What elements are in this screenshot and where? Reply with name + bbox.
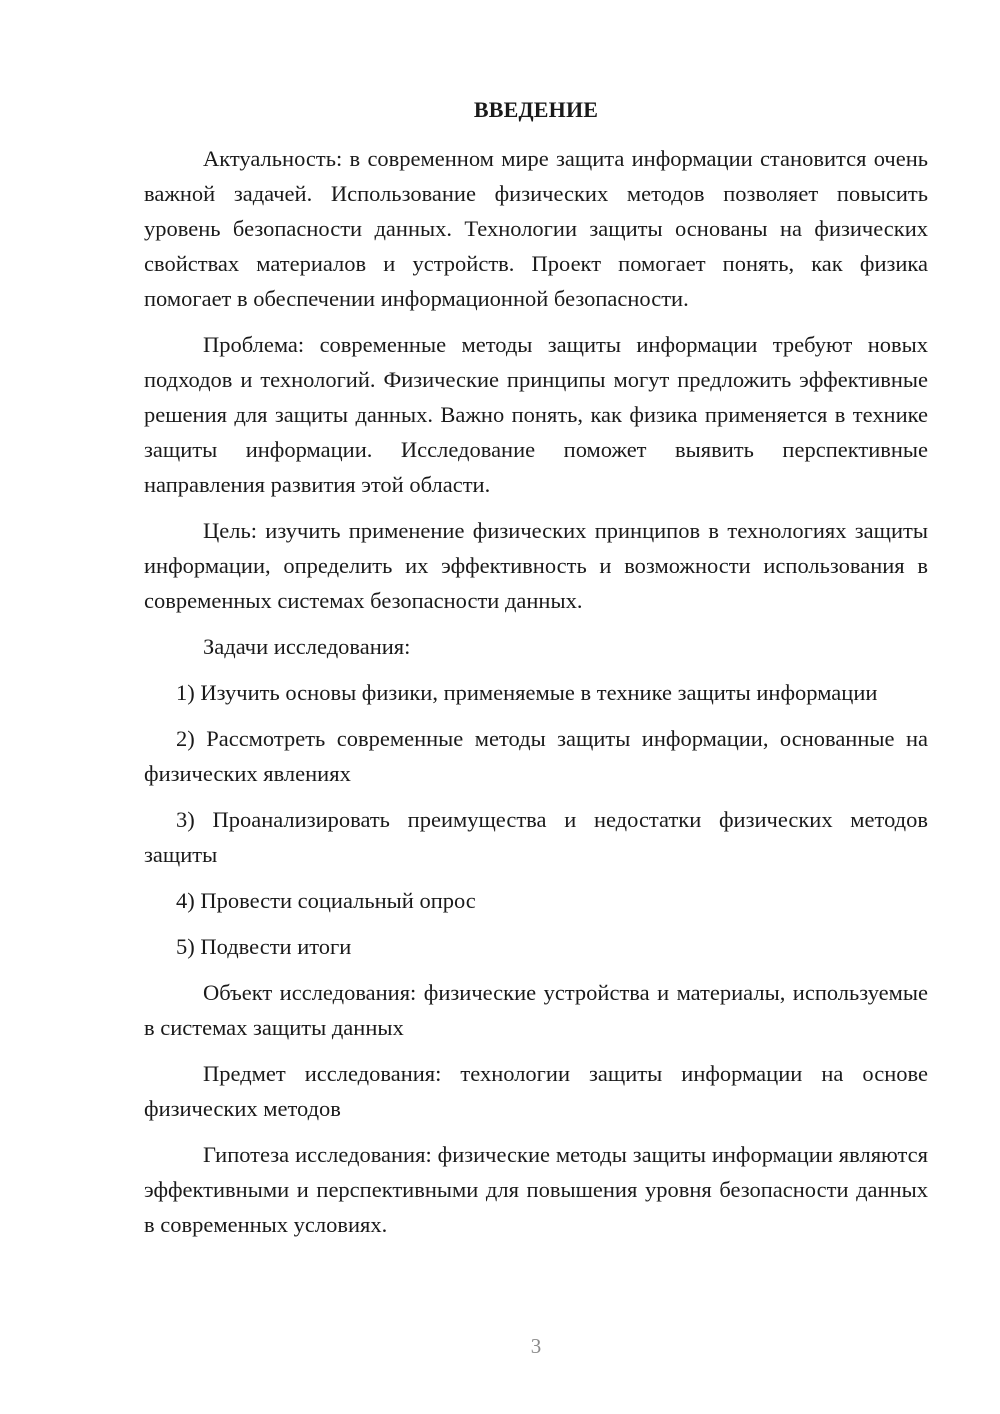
task-item: 3) Проанализировать преимущества и недостатки физических методов защиты bbox=[144, 807, 928, 867]
goal-paragraph: Цель: изучить применение физических принципов в технологиях защиты информации, определить их эффективность и возможности использования в современных системах безопасности данных. bbox=[144, 518, 928, 613]
section-title: ВВЕДЕНИЕ bbox=[473, 97, 599, 122]
object-paragraph: Объект исследования: физические устройства и материалы, используемые в системах защиты данных bbox=[144, 980, 928, 1040]
task-item: 1) Изучить основы физики, применяемые в технике защиты информации bbox=[176, 680, 878, 705]
page-number: 3 bbox=[530, 1334, 542, 1358]
subject-paragraph: Предмет исследования: технологии защиты информации на основе физических методов bbox=[144, 1061, 928, 1121]
task-item: 5) Подвести итоги bbox=[176, 934, 352, 959]
task-item: 4) Провести социальный опрос bbox=[176, 888, 476, 913]
problem-paragraph: Проблема: современные методы защиты информации требуют новых подходов и технологий. Физические принципы могут предложить эффективные решения для защиты данных. Важно понять, как физика применяется в технике защиты информации. Исследование поможет выявить перспективные направления развития этой области. bbox=[144, 332, 928, 497]
relevance-paragraph: Актуальность: в современном мире защита информации становится очень важной задачей. Использование физических методов позволяет повысить уровень безопасности данных. Технологии защиты основаны на физических свойствах материалов и устройств. Проект помогает понять, как физика помогает в обеспечении информационной безопасности. bbox=[144, 146, 928, 311]
tasks-list bbox=[144, 675, 928, 964]
page-content bbox=[144, 92, 928, 1242]
tasks-heading: Задачи исследования: bbox=[203, 634, 411, 659]
hypothesis-paragraph: Гипотеза исследования: физические методы защиты информации являются эффективными и перспективными для повышения уровня безопасности данных в современных условиях. bbox=[144, 1142, 928, 1237]
task-item: 2) Рассмотреть современные методы защиты информации, основанные на физических явлениях bbox=[144, 726, 928, 786]
